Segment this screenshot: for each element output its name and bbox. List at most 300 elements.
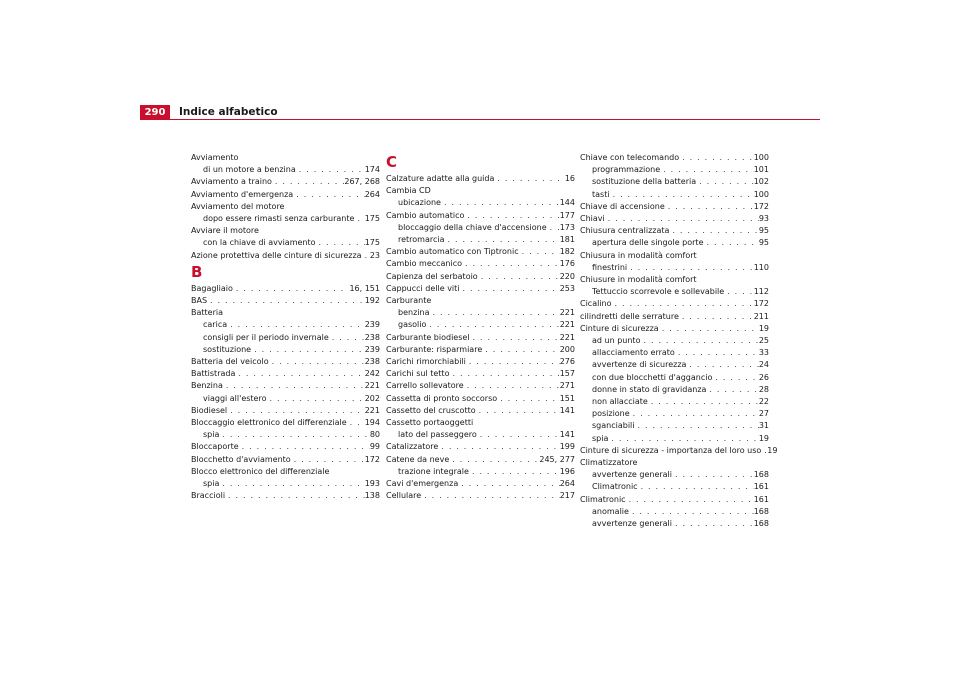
index-subentry [580, 164, 769, 176]
leader-dots [547, 222, 560, 234]
page-reference: 221 [559, 308, 575, 318]
leader-dots [354, 213, 364, 225]
index-heading: Cambia CD [386, 186, 431, 196]
index-entry [191, 380, 380, 392]
entry-text: Batteria del veicolo [191, 357, 269, 367]
index-entry [191, 368, 380, 380]
section-letter: B [191, 262, 203, 281]
entry-text: Carichi sul tetto [386, 369, 450, 379]
index-entry [386, 210, 575, 222]
leader-dots [660, 164, 754, 176]
page-reference: 200 [559, 344, 575, 354]
page-reference: 93 [758, 214, 769, 224]
entry-text: ubicazione [398, 198, 441, 208]
leader-dots [426, 319, 559, 331]
page-reference: 22 [758, 397, 769, 407]
leader-dots [462, 258, 560, 270]
page-reference: 161 [753, 494, 769, 504]
leader-dots [703, 237, 758, 249]
entry-text: Chiave con telecomando [580, 153, 680, 162]
leader-dots [225, 490, 365, 502]
entry-text: non allacciate [592, 397, 648, 407]
page-reference: 112 [753, 287, 769, 297]
page-header [140, 104, 278, 120]
index-subentry [580, 481, 769, 493]
page-reference: 175 [364, 214, 380, 224]
leader-dots [329, 332, 365, 344]
entry-text: Carburante biodiesel [386, 332, 470, 342]
index-heading: Avviamento del motore [191, 201, 285, 211]
leader-dots [669, 225, 758, 237]
leader-dots [316, 237, 365, 249]
index-entry [191, 356, 380, 368]
index-subentry [580, 335, 769, 347]
entry-text: retromarcia [398, 235, 445, 245]
entry-text: Cambio automatico [386, 210, 465, 220]
index-entry [386, 344, 575, 356]
leader-dots [441, 197, 560, 209]
page-reference: 172 [753, 201, 769, 211]
leader-dots [293, 189, 365, 201]
page-reference: 25 [758, 336, 769, 346]
leader-dots [470, 332, 560, 344]
leader-dots [219, 478, 364, 490]
page-reference: 182 [559, 247, 575, 257]
leader-dots [445, 234, 560, 246]
leader-dots [438, 441, 559, 453]
index-entry [386, 246, 575, 258]
page-number: 290 [140, 105, 170, 120]
page-reference: 173 [559, 222, 575, 232]
leader-dots [672, 518, 754, 530]
index-subentry [386, 234, 575, 246]
leader-dots [626, 494, 754, 506]
leader-dots [724, 286, 754, 298]
entry-text: gasolio [398, 320, 427, 330]
index-heading: Carburante [386, 296, 432, 306]
index-heading: Avviamento [191, 153, 239, 162]
entry-text: Chiavi [580, 214, 605, 224]
index-entry [386, 393, 575, 405]
page-reference: 24 [758, 360, 769, 370]
index-entry [191, 250, 380, 262]
index-subentry [386, 222, 575, 234]
entry-text: Carrello sollevatore [386, 381, 464, 391]
page-reference: 144 [559, 198, 575, 208]
page-reference: 101 [753, 165, 769, 175]
page-reference: 19 [767, 445, 778, 455]
index-subentry [580, 518, 769, 530]
page-reference: 199 [559, 442, 575, 452]
page-reference: 176 [559, 259, 575, 269]
entry-text: benzina [398, 308, 430, 318]
page-reference: 220 [559, 271, 575, 281]
index-subentry [580, 176, 769, 188]
entry-text: avvertenze generali [592, 519, 673, 529]
entry-text: trazione integrale [398, 466, 469, 476]
leader-dots [706, 384, 758, 396]
entry-text: Capienza del serbatoio [386, 271, 478, 281]
leader-dots [239, 441, 370, 453]
leader-dots [449, 454, 539, 466]
leader-dots [464, 380, 560, 392]
page-reference: 221 [559, 320, 575, 330]
page-reference: 27 [758, 409, 769, 419]
entry-text: Cassetta di pronto soccorso [386, 393, 498, 403]
page-reference: 110 [753, 262, 769, 272]
leader-dots [207, 295, 365, 307]
index-subentry [580, 433, 769, 445]
page-reference: 151 [559, 393, 575, 403]
page-reference: 26 [758, 372, 769, 382]
leader-dots [605, 213, 759, 225]
page-reference: 28 [758, 384, 769, 394]
index-entry [191, 417, 380, 429]
index-subentry [386, 197, 575, 209]
index-heading: Blocco elettronico del differenziale [191, 466, 330, 476]
page-reference: 95 [758, 238, 769, 248]
leader-dots [296, 164, 365, 176]
index-subentry [580, 384, 769, 396]
page-reference: 242 [364, 369, 380, 379]
index-entry [580, 323, 769, 335]
entry-text: Bloccaggio elettronico del differenziale [191, 418, 347, 428]
page-reference: 221 [364, 405, 380, 415]
entry-text: bloccaggio della chiave d'accensione [398, 222, 547, 232]
page-reference: 238 [364, 357, 380, 367]
index-subentry [191, 237, 380, 249]
page-reference: 31 [758, 421, 769, 431]
page-reference: 181 [559, 235, 575, 245]
entry-text: con due blocchetti d'aggancio [592, 372, 713, 382]
leader-dots [672, 469, 754, 481]
leader-dots [449, 368, 559, 380]
entry-text: Bagagliaio [191, 283, 233, 293]
page-reference: 23 [369, 250, 380, 260]
entry-text: Chiave di accensione [580, 201, 665, 211]
leader-dots [675, 347, 759, 359]
page-reference: 157 [559, 369, 575, 379]
entry-text: Cappucci delle viti [386, 283, 460, 293]
index-subentry [580, 408, 769, 420]
index-subentry [580, 396, 769, 408]
index-entry [191, 454, 380, 466]
index-entry [191, 295, 380, 307]
entry-text: sostituzione della batteria [592, 177, 697, 187]
index-subentry [191, 478, 380, 490]
index-entry [580, 201, 769, 213]
index-entry [580, 311, 769, 323]
entry-text: sganciabili [592, 421, 635, 431]
leader-dots [630, 408, 759, 420]
index-entry [386, 332, 575, 344]
leader-dots [497, 393, 560, 405]
leader-dots [612, 298, 754, 310]
leader-dots [429, 307, 559, 319]
page-reference: 168 [753, 506, 769, 516]
leader-dots [223, 380, 365, 392]
index-heading: Avviare il motore [191, 226, 259, 236]
leader-dots [478, 271, 560, 283]
leader-dots [469, 466, 560, 478]
index-entry [191, 176, 380, 188]
index-heading: Batteria [191, 308, 223, 318]
index-heading: Cassetto portaoggetti [386, 418, 474, 428]
page-reference: 276 [559, 357, 575, 367]
entry-text: donne in stato di gravidanza [592, 384, 707, 394]
index-subentry [191, 344, 380, 356]
page-reference: 168 [753, 519, 769, 529]
header-rule [140, 119, 820, 120]
page-reference: 253 [559, 283, 575, 293]
index-subentry [580, 237, 769, 249]
index-entry [191, 405, 380, 417]
index-entry [191, 490, 380, 502]
index-subentry [386, 429, 575, 441]
index-entry [386, 441, 575, 453]
leader-dots [482, 344, 559, 356]
entry-text: Avviamento a traino [191, 177, 272, 187]
entry-text: posizione [592, 409, 630, 419]
page-reference: 217 [559, 491, 575, 501]
page-reference: 221 [559, 332, 575, 342]
entry-text: Calzature adatte alla guida [386, 174, 495, 183]
entry-text: Cambio automatico con Tiptronic [386, 247, 519, 257]
entry-text: programmazione [592, 165, 661, 175]
page-reference: 16 [564, 174, 575, 183]
index-entry [386, 173, 575, 185]
leader-dots [476, 405, 560, 417]
entry-text: apertura delle singole porte [592, 238, 704, 248]
entry-text: Battistrada [191, 369, 236, 379]
leader-dots [627, 262, 754, 274]
page-reference: 138 [364, 491, 380, 501]
index-subentry [191, 429, 380, 441]
entry-text: tasti [592, 189, 610, 199]
entry-text: con la chiave di avviamento [203, 238, 316, 248]
entry-text: Cavi d'emergenza [386, 479, 459, 489]
leader-dots [460, 283, 560, 295]
page-reference: 239 [364, 320, 380, 330]
leader-dots [235, 368, 364, 380]
page-reference: 264 [364, 189, 380, 199]
entry-text: avvertenze di sicurezza [592, 360, 687, 370]
index-subentry [580, 420, 769, 432]
page-reference: 141 [559, 405, 575, 415]
section-letter: C [386, 153, 398, 171]
leader-dots [494, 173, 564, 185]
entry-text: Catalizzatore [386, 442, 439, 452]
page-reference: 100 [753, 189, 769, 199]
index-entry [580, 298, 769, 310]
index-subentry [580, 359, 769, 371]
page-reference: 245, 277 [539, 454, 575, 464]
entry-text: consigli per il periodo invernale [203, 332, 329, 342]
page-reference: 161 [753, 482, 769, 492]
page-reference: 172 [364, 454, 380, 464]
leader-dots [635, 420, 759, 432]
page-reference: 193 [364, 479, 380, 489]
index-entry [580, 152, 769, 164]
entry-text: cilindretti delle serrature [580, 311, 679, 321]
leader-dots [679, 311, 754, 323]
index-entry [191, 283, 380, 295]
entry-text: Catene da neve [386, 454, 450, 464]
index-subentry [191, 164, 380, 176]
page-reference: 192 [364, 296, 380, 306]
leader-dots [266, 393, 364, 405]
index-entry [386, 490, 575, 502]
index-entry [386, 405, 575, 417]
index-entry [580, 225, 769, 237]
entry-text: viaggi all'estero [203, 393, 267, 403]
entry-text: anomalie [592, 506, 629, 516]
index-subentry [386, 466, 575, 478]
page-reference: 19 [758, 433, 769, 443]
entry-text: Avviamento d'emergenza [191, 189, 294, 199]
leader-dots [227, 319, 365, 331]
index-subentry [580, 347, 769, 359]
page-reference: 271 [559, 381, 575, 391]
page-reference: 264 [559, 479, 575, 489]
page-reference: 221 [364, 381, 380, 391]
index-heading: Climatizzatore [580, 458, 638, 468]
index-entry [386, 478, 575, 490]
page-reference: 177 [559, 210, 575, 220]
page-reference: 211 [753, 311, 769, 321]
page-reference: 239 [364, 344, 380, 354]
leader-dots [347, 417, 365, 429]
entry-text: lato del passeggero [398, 430, 477, 440]
entry-text: spia [203, 479, 220, 489]
page-reference: 80 [369, 430, 380, 440]
leader-dots [659, 323, 759, 335]
index-entry [386, 380, 575, 392]
index-subentry [580, 506, 769, 518]
index-entry [580, 494, 769, 506]
entry-text: Cinture di sicurezza - importanza del loro uso [580, 445, 762, 455]
index-heading: Chiusure in modalità comfort [580, 275, 697, 285]
entry-text: Azione protettiva delle cinture di sicurezza [191, 250, 362, 260]
index-entry [580, 213, 769, 225]
entry-text: Cicalino [580, 299, 612, 309]
entry-text: Climatronic [592, 482, 638, 492]
leader-dots [421, 490, 560, 502]
page-reference: 196 [559, 466, 575, 476]
entry-text: ad un punto [592, 336, 641, 346]
index-subentry [191, 213, 380, 225]
leader-dots [519, 246, 560, 258]
page-reference: 102 [753, 177, 769, 187]
index-subentry [580, 262, 769, 274]
page-reference: 238 [364, 332, 380, 342]
entry-text: Braccioli [191, 491, 226, 501]
page-reference: 99 [369, 442, 380, 452]
index-entry [386, 356, 575, 368]
index-subentry [580, 469, 769, 481]
leader-dots [269, 356, 365, 368]
leader-dots [362, 250, 370, 262]
index-column-2 [386, 152, 575, 502]
entry-text: Cellulare [386, 491, 422, 501]
entry-text: Cassetto del cruscotto [386, 405, 476, 415]
entry-text: Tettuccio scorrevole e sollevabile [592, 287, 725, 297]
index-column-3 [580, 152, 778, 530]
leader-dots [251, 344, 365, 356]
entry-text: Cinture di sicurezza [580, 323, 659, 333]
index-entry [386, 283, 575, 295]
leader-dots [272, 176, 344, 188]
page-reference: 172 [753, 299, 769, 309]
index-subentry [386, 307, 575, 319]
page-reference: 100 [753, 153, 769, 162]
index-entry [386, 368, 575, 380]
leader-dots [686, 359, 758, 371]
entry-text: Carichi rimorchiabili [386, 357, 466, 367]
index-subentry [191, 393, 380, 405]
leader-dots [227, 405, 365, 417]
leader-dots [466, 356, 560, 368]
leader-dots [464, 210, 559, 222]
entry-text: avvertenze generali [592, 470, 673, 480]
entry-text: Climatronic [580, 494, 626, 504]
leader-dots [291, 454, 365, 466]
leader-dots [610, 189, 754, 201]
entry-text: Blocchetto d'avviamento [191, 454, 291, 464]
leader-dots [648, 396, 759, 408]
page-title: Indice alfabetico [179, 106, 278, 118]
page-reference: 19 [758, 323, 769, 333]
leader-dots [629, 506, 754, 518]
page-reference: 16, 151 [349, 283, 380, 293]
entry-text: finestrini [592, 262, 628, 272]
leader-dots [696, 176, 754, 188]
leader-dots [640, 335, 758, 347]
page-reference: 202 [364, 393, 380, 403]
leader-dots [458, 478, 559, 490]
page-reference: 194 [364, 418, 380, 428]
leader-dots [638, 481, 754, 493]
entry-text: dopo essere rimasti senza carburante [203, 214, 355, 224]
index-subentry [580, 189, 769, 201]
leader-dots [219, 429, 369, 441]
leader-dots [233, 283, 350, 295]
index-subentry [386, 319, 575, 331]
index-entry [191, 441, 380, 453]
page-reference: 95 [758, 226, 769, 236]
index-entry [580, 445, 778, 457]
entry-text: Chiusura centralizzata [580, 226, 670, 236]
page-reference: 175 [364, 238, 380, 248]
leader-dots [679, 152, 754, 164]
page-reference: 33 [758, 348, 769, 358]
entry-text: carica [203, 320, 228, 330]
entry-text: sostituzione [203, 344, 252, 354]
index-subentry [191, 332, 380, 344]
entry-text: Cambio meccanico [386, 259, 463, 269]
entry-text: spia [592, 433, 609, 443]
index-subentry [580, 286, 769, 298]
entry-text: di un motore a benzina [203, 165, 296, 175]
index-entry [386, 454, 575, 466]
index-subentry [191, 319, 380, 331]
index-entry [386, 258, 575, 270]
index-entry [191, 189, 380, 201]
entry-text: Biodiesel [191, 405, 228, 415]
index-heading: Chiusura in modalità comfort [580, 250, 697, 260]
page-reference: 168 [753, 470, 769, 480]
entry-text: spia [203, 430, 220, 440]
